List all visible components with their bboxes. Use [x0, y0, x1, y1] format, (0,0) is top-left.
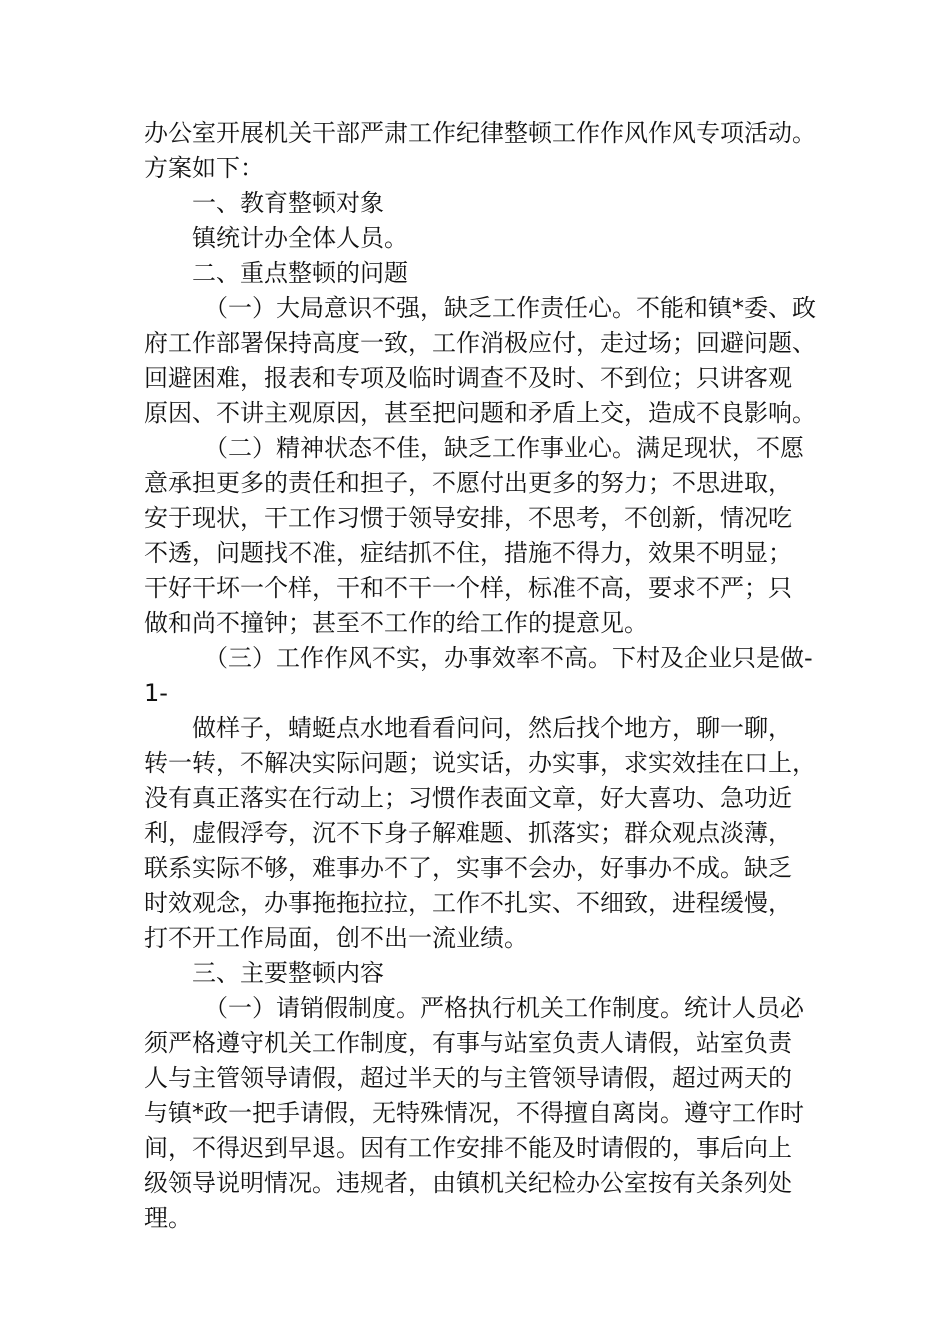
text-line: 做样子，蜻蜓点水地看看问问，然后找个地方，聊一聊，: [192, 714, 792, 742]
text-line: 镇统计办全体人员。: [192, 224, 408, 252]
section-heading: 三、主要整顿内容: [192, 959, 384, 987]
text-line: 没有真正落实在行动上；习惯作表面文章，好大喜功、急功近: [144, 784, 792, 812]
text-line: 利，虚假浮夸，沉不下身子解难题、抓落实；群众观点淡薄，: [144, 819, 792, 847]
text-line: 意承担更多的责任和担子，不愿付出更多的努力；不思进取，: [144, 469, 792, 497]
text-line: 干好干坏一个样，干和不干一个样，标准不高，要求不严；只: [144, 574, 792, 602]
text-line: （一）请销假制度。严格执行机关工作制度。统计人员必: [204, 994, 804, 1022]
section-heading: 二、重点整顿的问题: [192, 259, 408, 287]
text-line: （三）工作作风不实，办事效率不高。下村及企业只是做-: [204, 644, 813, 672]
text-line: 与镇*政一把手请假，无特殊情况，不得擅自离岗。遵守工作时: [144, 1099, 804, 1127]
text-line: 打不开工作局面，创不出一流业绩。: [144, 924, 528, 952]
text-line: 做和尚不撞钟；甚至不工作的给工作的提意见。: [144, 609, 648, 637]
text-line: 间，不得迟到早退。因有工作安排不能及时请假的，事后向上: [144, 1134, 792, 1162]
text-line: 人与主管领导请假，超过半天的与主管领导请假，超过两天的: [144, 1064, 792, 1092]
text-line: 理。: [144, 1204, 192, 1232]
text-line: （一）大局意识不强，缺乏工作责任心。不能和镇*委、政: [204, 294, 816, 322]
text-line: 回避困难，报表和专项及临时调查不及时、不到位；只讲客观: [144, 364, 792, 392]
text-line: 须严格遵守机关工作制度，有事与站室负责人请假，站室负责: [144, 1029, 792, 1057]
text-line: 原因、不讲主观原因，甚至把问题和矛盾上交，造成不良影响。: [144, 399, 816, 427]
section-heading: 一、教育整顿对象: [192, 189, 384, 217]
text-line: 级领导说明情况。违规者，由镇机关纪检办公室按有关条列处: [144, 1169, 792, 1197]
text-line: 时效观念，办事拖拖拉拉，工作不扎实、不细致，进程缓慢，: [144, 889, 792, 917]
text-line: 办公室开展机关干部严肃工作纪律整顿工作作风作风专项活动。: [144, 119, 816, 147]
text-line: 不透，问题找不准，症结抓不住，措施不得力，效果不明显；: [144, 539, 792, 567]
text-line: （二）精神状态不佳，缺乏工作事业心。满足现状，不愿: [204, 434, 804, 462]
text-line: 方案如下：: [144, 154, 264, 182]
text-line: 转一转，不解决实际问题；说实话，办实事，求实效挂在口上，: [144, 749, 816, 777]
text-line: 府工作部署保持高度一致，工作消极应付，走过场；回避问题、: [144, 329, 816, 357]
text-line: 安于现状，干工作习惯于领导安排，不思考，不创新，情况吃: [144, 504, 792, 532]
text-line: 联系实际不够，难事办不了，实事不会办，好事办不成。缺乏: [144, 854, 792, 882]
page-number: 1-: [144, 679, 168, 707]
